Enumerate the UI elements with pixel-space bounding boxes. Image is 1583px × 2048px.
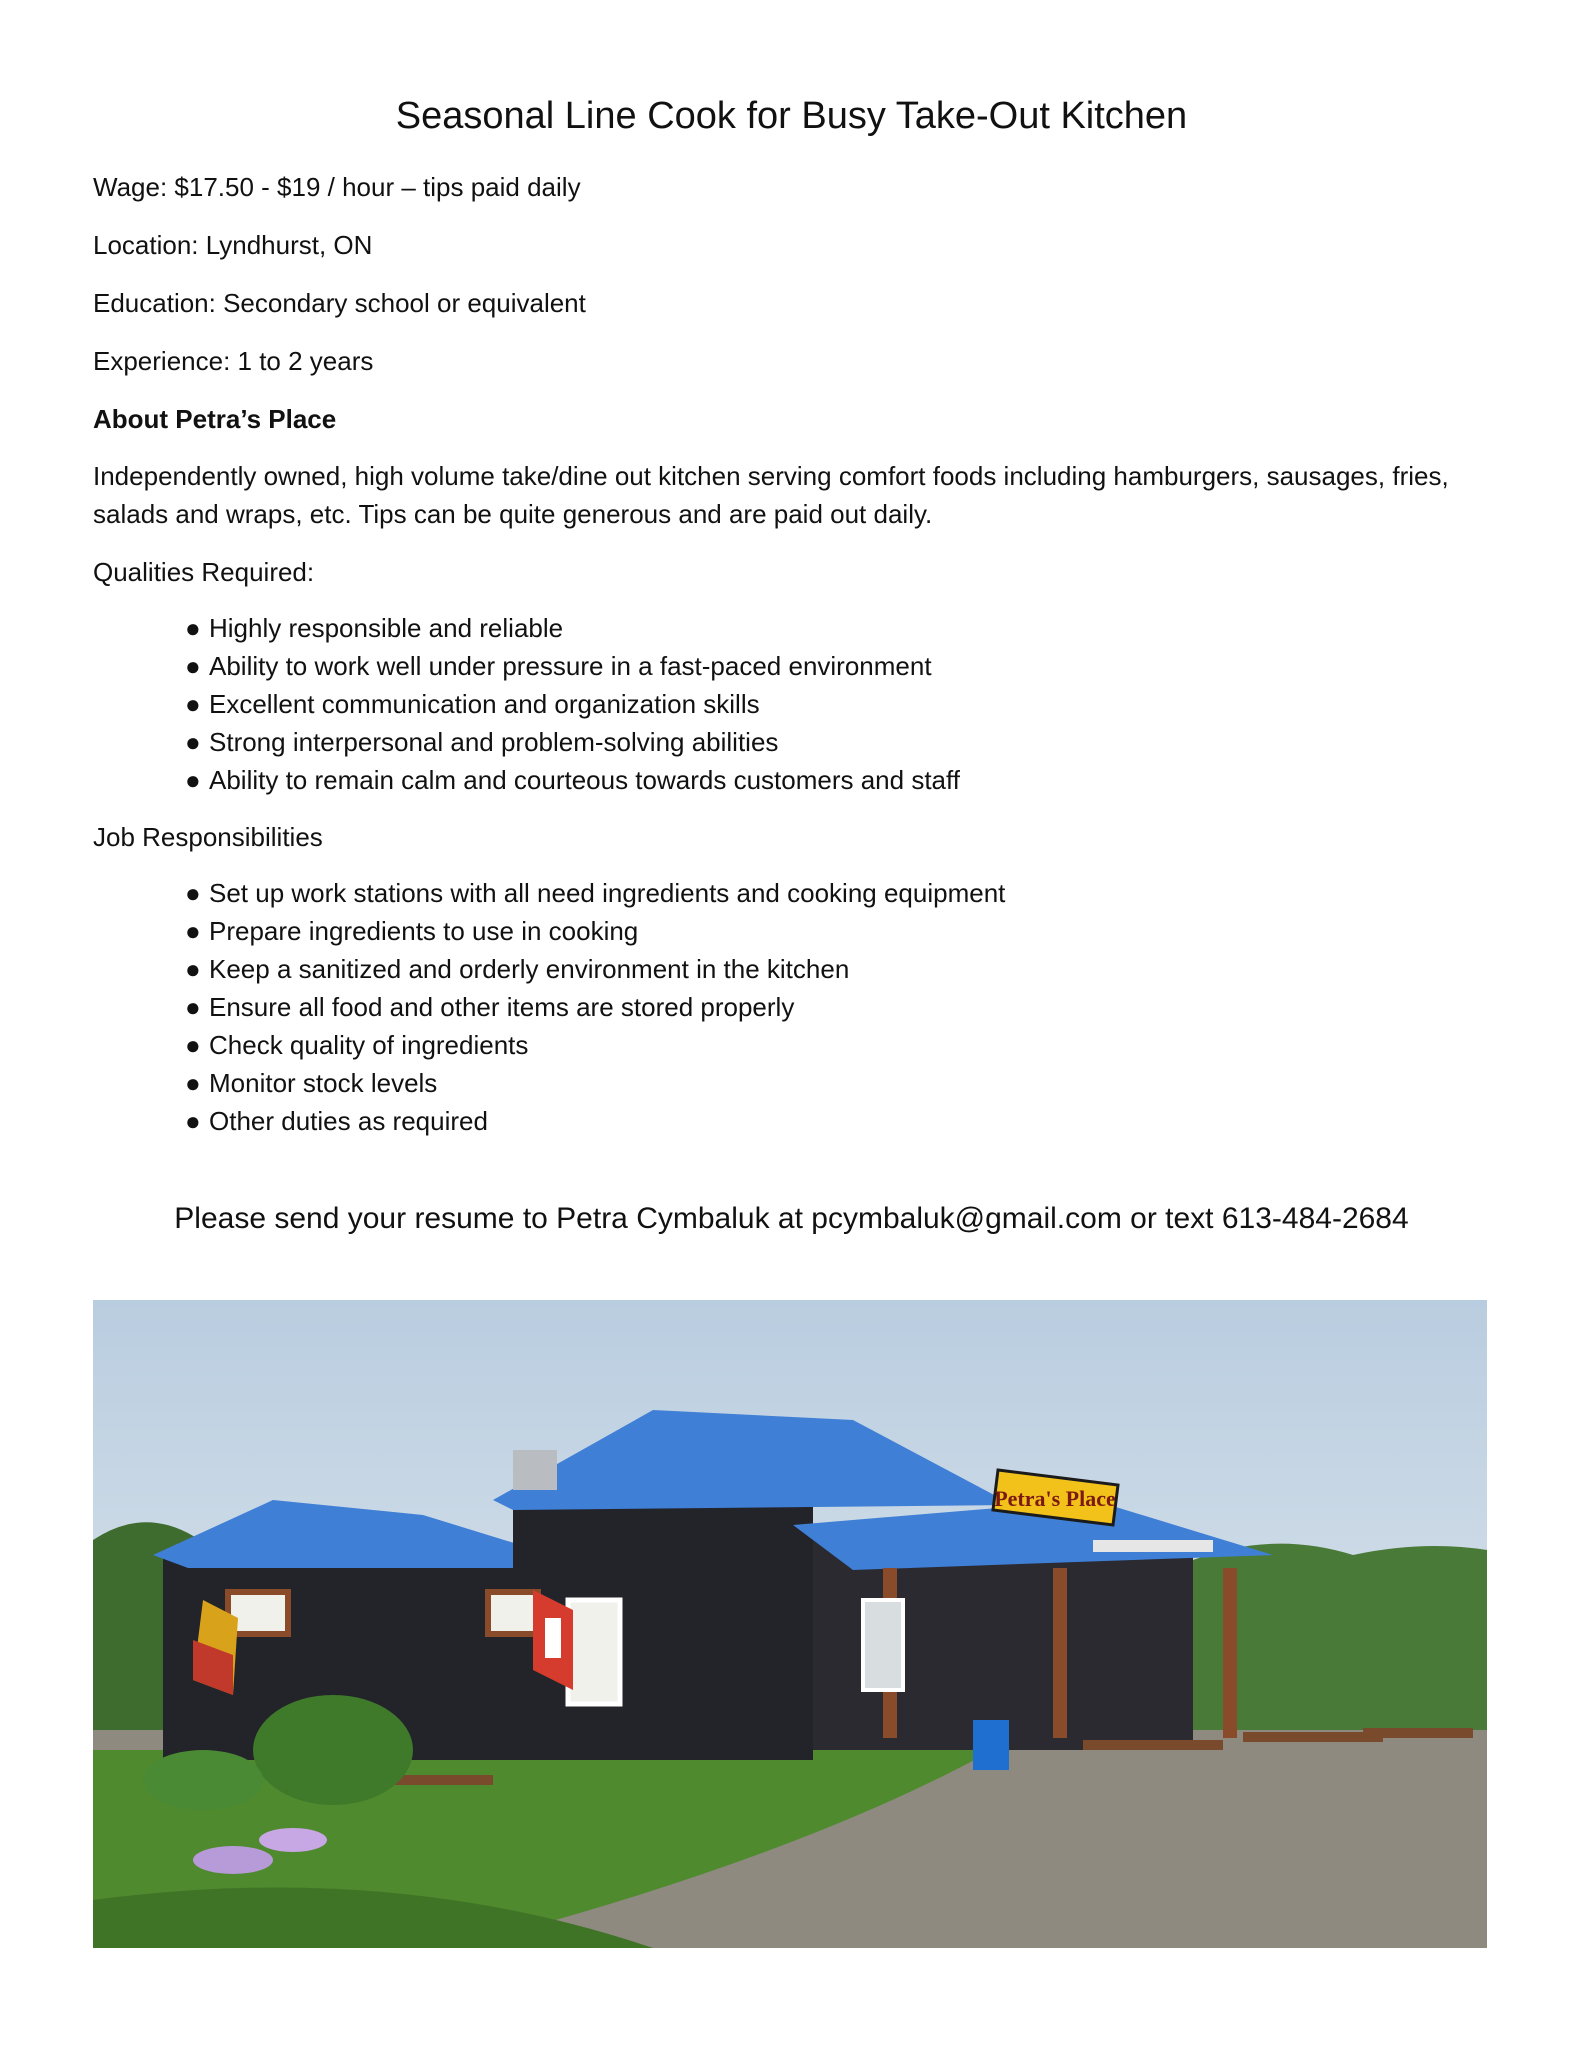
door xyxy=(863,1600,903,1690)
list-item xyxy=(185,988,1005,1026)
tree-right xyxy=(1193,1544,1487,1750)
restaurant-photo xyxy=(93,1300,1487,1948)
list-item xyxy=(185,647,960,685)
list-item-text: Other duties as required xyxy=(209,1106,488,1136)
shrub xyxy=(253,1695,413,1805)
education-line: Education: Secondary school or equivalent xyxy=(93,288,586,318)
list-item-text: Prepare ingredients to use in cooking xyxy=(209,916,639,946)
experience-line: Experience: 1 to 2 years xyxy=(93,346,374,376)
bullet-icon: ● xyxy=(185,1106,201,1136)
list-item-text: Ability to remain calm and courteous towards customers and staff xyxy=(209,765,960,795)
bullet-icon: ● xyxy=(185,1030,201,1060)
list-item-text: Set up work stations with all need ingredients and cooking equipment xyxy=(209,878,1006,908)
window xyxy=(568,1600,620,1704)
about-paragraph: Independently owned, high volume take/dine out kitchen serving comfort foods including hamburgers, sausages, fries, salads and wraps, etc. Tips can be quite generous and are paid out daily. xyxy=(93,461,1449,529)
list-item-text: Strong interpersonal and problem-solving abilities xyxy=(209,727,779,757)
list-item-text: Excellent communication and organization skills xyxy=(209,689,760,719)
list-item-text: Check quality of ingredients xyxy=(209,1030,529,1060)
responsibilities-heading: Job Responsibilities xyxy=(93,822,323,852)
list-item xyxy=(185,1102,1005,1140)
responsibilities-list xyxy=(185,874,1005,1140)
sign-text: Petra's Place xyxy=(994,1486,1116,1511)
flower-bed xyxy=(259,1828,327,1852)
shrub xyxy=(143,1750,263,1810)
list-item-text: Keep a sanitized and orderly environment in the kitchen xyxy=(209,954,850,984)
contact-line: Please send your resume to Petra Cymbaluk at pcymbaluk@gmail.com or text 613-484-2684 xyxy=(174,1202,1409,1235)
list-item-text: Ensure all food and other items are stored properly xyxy=(209,992,795,1022)
bullet-icon: ● xyxy=(185,727,201,757)
list-item xyxy=(185,609,960,647)
location-line: Location: Lyndhurst, ON xyxy=(93,230,373,260)
bullet-icon: ● xyxy=(185,878,201,908)
about-heading: About Petra’s Place xyxy=(93,404,337,434)
bullet-icon: ● xyxy=(185,916,201,946)
list-item-text: Ability to work well under pressure in a fast-paced environment xyxy=(209,651,932,681)
list-item xyxy=(185,1064,1005,1102)
list-item xyxy=(185,723,960,761)
bullet-icon: ● xyxy=(185,765,201,795)
page-title: Seasonal Line Cook for Busy Take-Out Kitchen xyxy=(395,95,1188,137)
roof-vent xyxy=(513,1450,557,1490)
bullet-icon: ● xyxy=(185,1068,201,1098)
wage-line: Wage: $17.50 - $19 / hour – tips paid daily xyxy=(93,172,581,202)
window xyxy=(488,1592,538,1634)
recycle-bin xyxy=(973,1720,1009,1770)
bullet-icon: ● xyxy=(185,689,201,719)
list-item-text: Monitor stock levels xyxy=(209,1068,438,1098)
qualities-list xyxy=(185,609,960,799)
list-item xyxy=(185,874,1005,912)
list-item xyxy=(185,912,1005,950)
list-item xyxy=(185,761,960,799)
qualities-heading: Qualities Required: xyxy=(93,557,315,587)
bullet-icon: ● xyxy=(185,651,201,681)
bullet-icon: ● xyxy=(185,613,201,643)
flower-bed xyxy=(193,1846,273,1874)
list-item xyxy=(185,685,960,723)
list-item xyxy=(185,950,1005,988)
bullet-icon: ● xyxy=(185,992,201,1022)
list-item-text: Highly responsible and reliable xyxy=(209,613,564,643)
list-item xyxy=(185,1026,1005,1064)
restaurant-illustration xyxy=(93,1300,1487,1948)
bullet-icon: ● xyxy=(185,954,201,984)
